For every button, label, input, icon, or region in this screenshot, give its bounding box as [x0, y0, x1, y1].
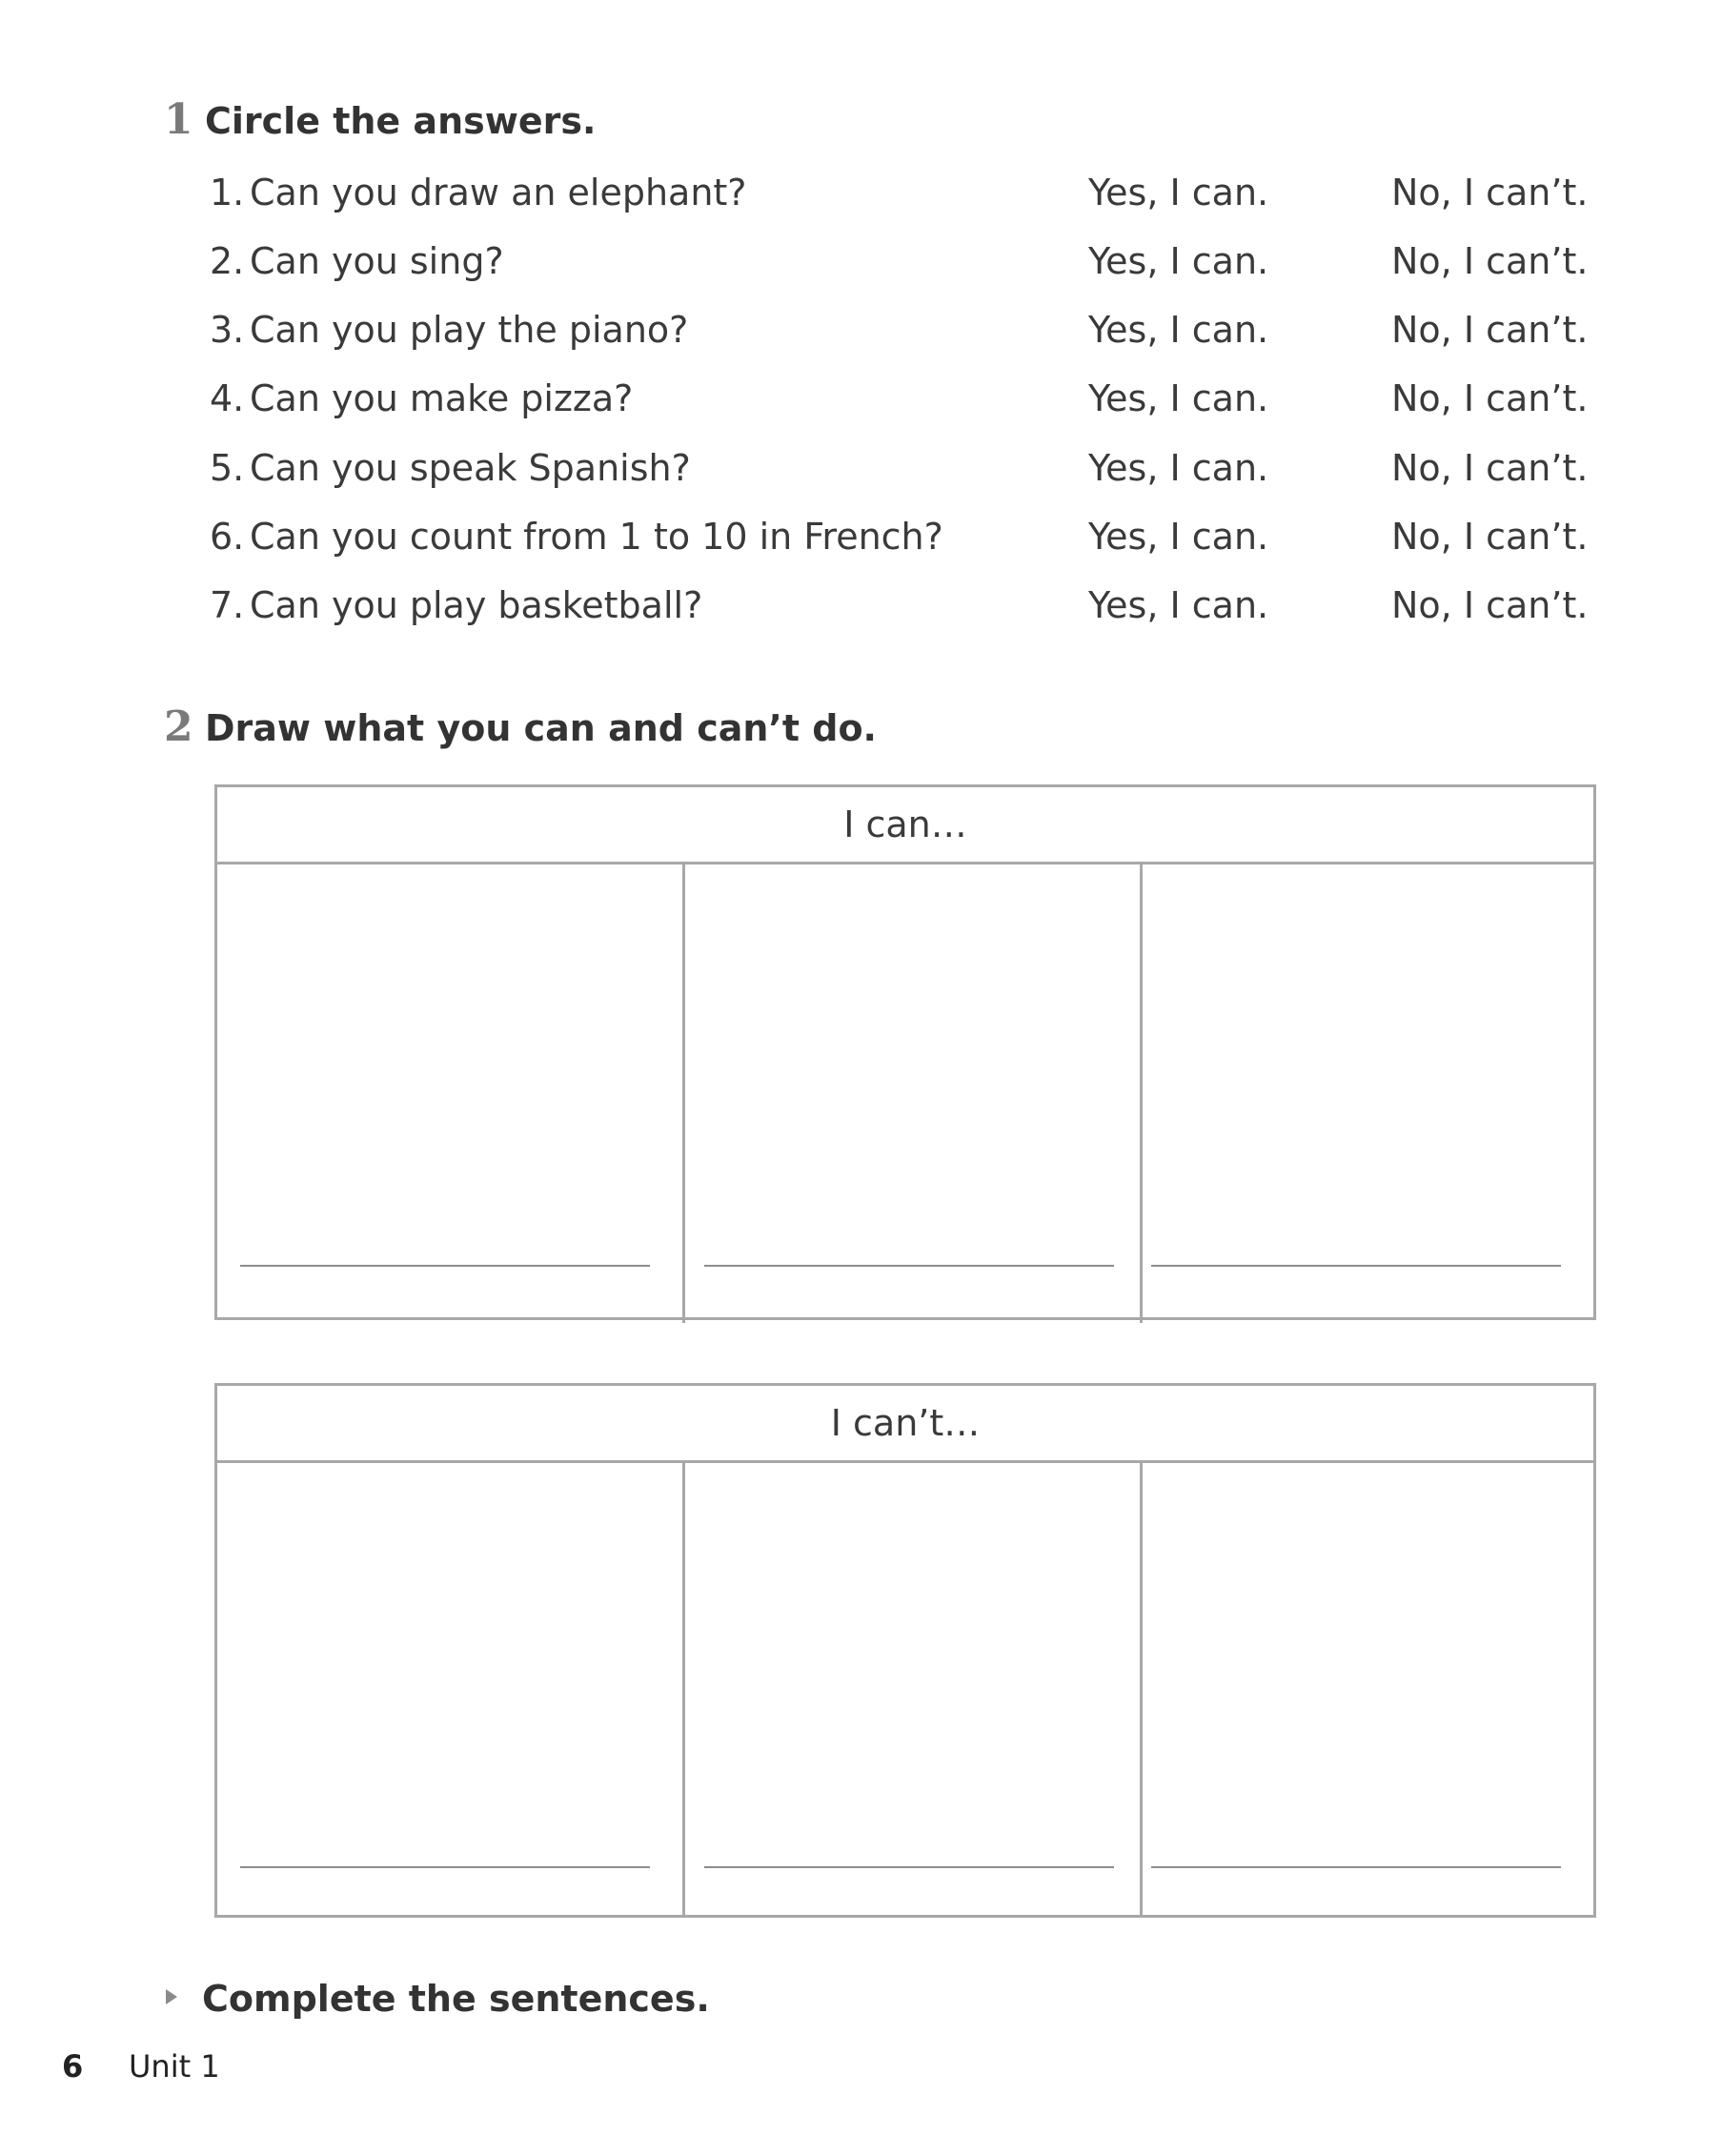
question-number: 4.: [210, 377, 245, 419]
exercise-2-title: Draw what you can and can’t do.: [205, 707, 877, 749]
answer-no[interactable]: No, I can’t.: [1391, 377, 1589, 419]
drawing-area[interactable]: [685, 864, 1140, 1317]
answer-yes[interactable]: Yes, I can.: [1088, 377, 1269, 419]
answer-no[interactable]: No, I can’t.: [1391, 447, 1589, 489]
answer-no[interactable]: No, I can’t.: [1391, 584, 1589, 626]
answer-no[interactable]: No, I can’t.: [1391, 172, 1589, 214]
drawing-area[interactable]: [217, 864, 682, 1317]
answer-line[interactable]: [1151, 1265, 1561, 1267]
arrow-icon: [166, 1989, 177, 2004]
drawing-area[interactable]: [1143, 1463, 1593, 1915]
answer-line[interactable]: [704, 1866, 1114, 1868]
question-text: Can you play basketball?: [250, 584, 703, 626]
answer-yes[interactable]: Yes, I can.: [1088, 447, 1269, 489]
question-number: 6.: [210, 516, 245, 558]
question-number: 7.: [210, 584, 245, 626]
question-text: Can you draw an elephant?: [250, 172, 747, 214]
answer-line[interactable]: [1151, 1866, 1561, 1868]
answer-yes[interactable]: Yes, I can.: [1088, 240, 1269, 282]
exercise-2-number: 2: [164, 702, 193, 751]
cant-box-header: I can’t…: [217, 1386, 1593, 1463]
drawing-area[interactable]: [217, 1463, 682, 1915]
answer-line[interactable]: [240, 1265, 650, 1267]
question-text: Can you make pizza?: [250, 377, 634, 419]
page-number: 6: [62, 2048, 84, 2085]
question-text: Can you speak Spanish?: [250, 447, 691, 489]
answer-yes[interactable]: Yes, I can.: [1088, 516, 1269, 558]
can-box-header: I can…: [217, 787, 1593, 864]
answer-no[interactable]: No, I can’t.: [1391, 516, 1589, 558]
answer-no[interactable]: No, I can’t.: [1391, 240, 1589, 282]
question-number: 1.: [210, 172, 245, 214]
extra-activity-title: Complete the sentences.: [202, 1978, 710, 2020]
answer-line[interactable]: [240, 1866, 650, 1868]
question-text: Can you play the piano?: [250, 309, 689, 351]
question-number: 2.: [210, 240, 245, 282]
answer-yes[interactable]: Yes, I can.: [1088, 172, 1269, 214]
question-text: Can you sing?: [250, 240, 504, 282]
exercise-1-number: 1: [164, 95, 193, 144]
answer-no[interactable]: No, I can’t.: [1391, 309, 1589, 351]
unit-label: Unit 1: [129, 2048, 220, 2085]
question-text: Can you count from 1 to 10 in French?: [250, 516, 943, 558]
answer-yes[interactable]: Yes, I can.: [1088, 584, 1269, 626]
question-number: 3.: [210, 309, 245, 351]
cant-drawing-box: [214, 1383, 1596, 1918]
question-number: 5.: [210, 447, 245, 489]
can-drawing-box: [214, 784, 1596, 1320]
drawing-area[interactable]: [685, 1463, 1140, 1915]
exercise-1-title: Circle the answers.: [205, 100, 597, 142]
answer-yes[interactable]: Yes, I can.: [1088, 309, 1269, 351]
answer-line[interactable]: [704, 1265, 1114, 1267]
drawing-area[interactable]: [1143, 864, 1593, 1317]
